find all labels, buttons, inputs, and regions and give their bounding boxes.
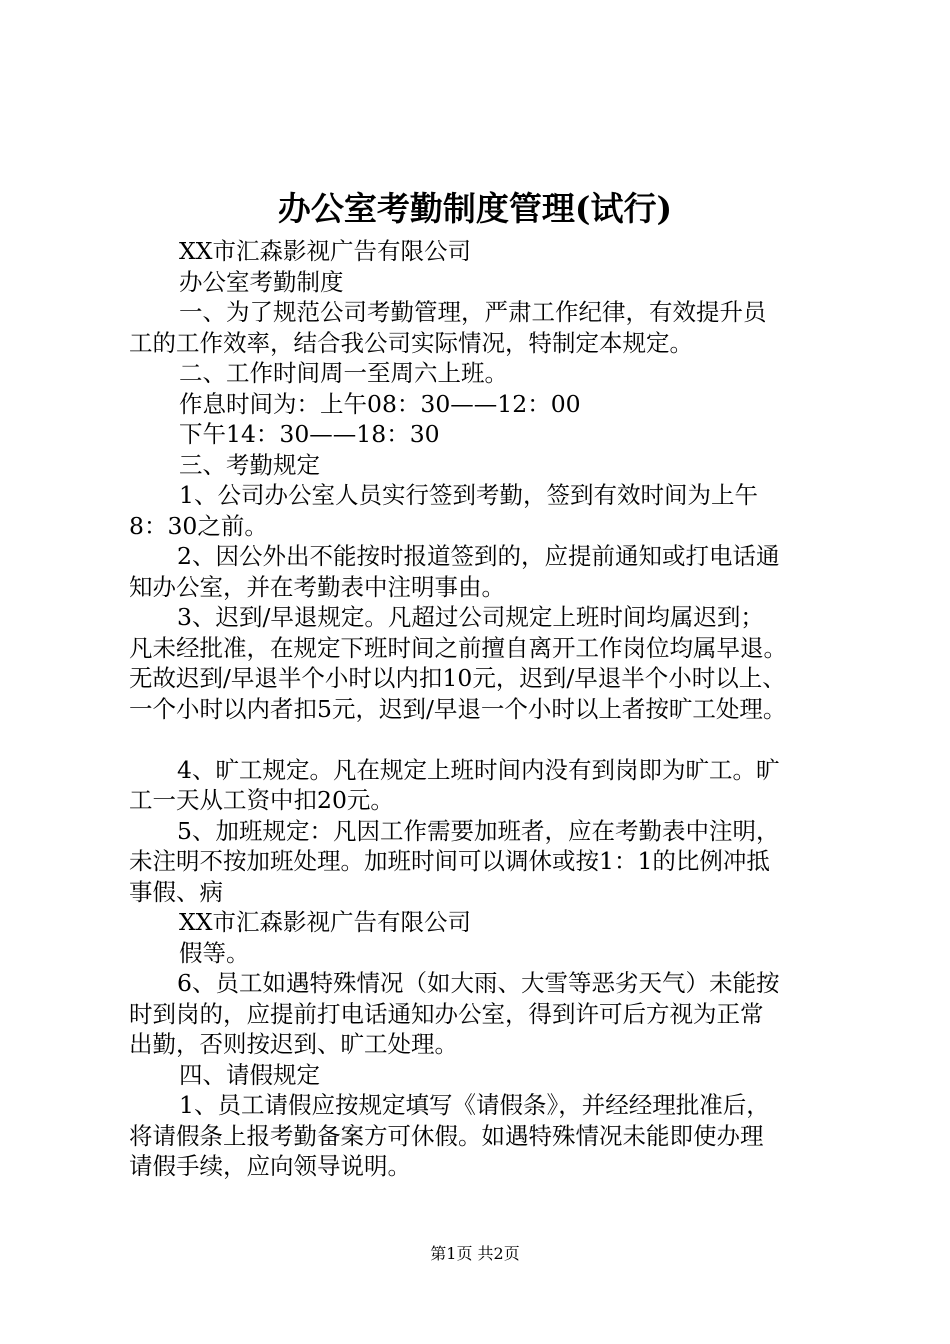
section-heading: 四、请假规定 xyxy=(179,1060,320,1089)
paragraph-line: 凡未经批准，在规定下班时间之前擅自离开工作岗位均属早退。 xyxy=(129,633,787,662)
paragraph-line: 一、为了规范公司考勤管理，严肃工作纪律，有效提升员 xyxy=(179,298,767,326)
paragraph-line: 出勤，否则按迟到、旷工处理。 xyxy=(129,1030,458,1058)
paragraph-line: 将请假条上报考勤备案方可休假。如遇特殊情况未能即使办理 xyxy=(129,1121,764,1150)
paragraph-line: 一个小时以内者扣5元，迟到/早退一个小时以上者按旷工处理。 xyxy=(129,694,787,723)
paragraph-line: 下午14：30——18：30 xyxy=(179,420,440,448)
paragraph-line: 4、旷工规定。凡在规定上班时间内没有到岗即为旷工。旷 xyxy=(177,755,780,784)
paragraph-line: 2、因公外出不能按时报道签到的，应提前通知或打电话通 xyxy=(177,542,780,570)
paragraph-line: 3、迟到/早退规定。凡超过公司规定上班时间均属迟到； xyxy=(177,603,764,631)
document-title: 办公室考勤制度管理(试行) xyxy=(277,189,673,228)
document-body xyxy=(129,236,829,1182)
section-heading: 三、考勤规定 xyxy=(179,450,320,479)
paragraph-line: 工一天从工资中扣20元。 xyxy=(129,786,394,814)
paragraph-line: 请假手续，应向领导说明。 xyxy=(129,1152,411,1180)
paragraph-line: 8：30之前。 xyxy=(129,511,268,540)
paragraph-line: 知办公室，并在考勤表中注明事由。 xyxy=(129,572,505,601)
company-name-line: XX市汇森影视广告有限公司 xyxy=(179,237,471,265)
paragraph-line: 假等。 xyxy=(179,938,250,967)
paragraph-line: 作息时间为：上午08：30——12：00 xyxy=(179,389,581,418)
paragraph-line: 无故迟到/早退半个小时以内扣10元，迟到/早退半个小时以上、 xyxy=(129,664,786,692)
company-name-line: XX市汇森影视广告有限公司 xyxy=(179,908,471,936)
paragraph-line: 6、员工如遇特殊情况（如大雨、大雪等恶劣天气）未能按 xyxy=(177,969,780,997)
paragraph-line: 1、公司办公室人员实行签到考勤，签到有效时间为上午 xyxy=(179,481,758,509)
paragraph-line: 1、员工请假应按规定填写《请假条》，并经经理批准后， xyxy=(179,1091,770,1119)
paragraph-line: 时到岗的，应提前打电话通知办公室，得到许可后方视为正常 xyxy=(129,999,764,1028)
page-number: 第1页 共2页 xyxy=(430,1244,520,1263)
paragraph-line: 5、加班规定：凡因工作需要加班者，应在考勤表中注明， xyxy=(177,816,780,845)
paragraph-line: 二、工作时间周一至周六上班。 xyxy=(179,359,508,387)
paragraph-line: 工的工作效率，结合我公司实际情况，特制定本规定。 xyxy=(129,328,693,357)
section-heading: 办公室考勤制度 xyxy=(179,267,344,296)
paragraph-line: 未注明不按加班处理。加班时间可以调休或按1：1的比例冲抵 xyxy=(129,847,770,875)
blank-line xyxy=(129,724,829,755)
paragraph-line: 事假、病 xyxy=(129,877,223,906)
